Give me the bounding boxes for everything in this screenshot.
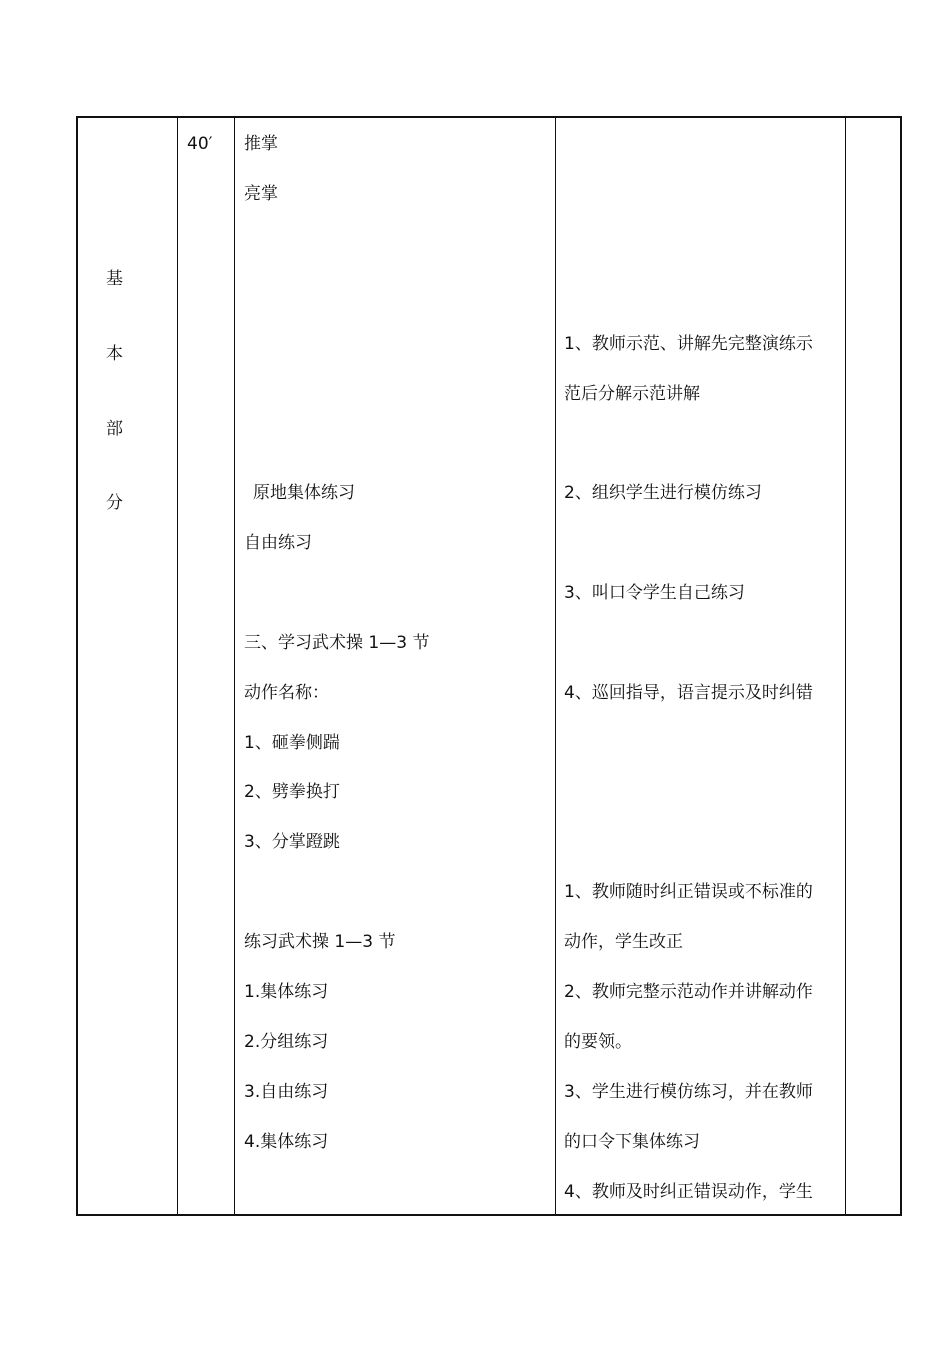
content-line: 2.分组练习 bbox=[244, 1032, 329, 1052]
column-divider-4 bbox=[845, 116, 846, 1216]
content-line: 推掌 bbox=[244, 134, 278, 154]
content-line: 三、学习武术操 1—3 节 bbox=[244, 633, 430, 653]
content-line: 亮掌 bbox=[244, 184, 278, 204]
section-label-char: 基 bbox=[106, 269, 123, 289]
method-line: 3、叫口令学生自己练习 bbox=[564, 583, 745, 603]
content-line: 4.集体练习 bbox=[244, 1132, 329, 1152]
content-line: 1、砸拳侧踹 bbox=[244, 733, 340, 753]
section-label-char: 本 bbox=[106, 344, 123, 364]
method-line: 的口令下集体练习 bbox=[564, 1132, 700, 1152]
content-line: 动作名称： bbox=[244, 683, 329, 703]
content-line: 3、分掌蹬跳 bbox=[244, 832, 340, 852]
content-line: 3.自由练习 bbox=[244, 1082, 329, 1102]
content-line: 原地集体练习 bbox=[253, 483, 355, 503]
section-label-char: 分 bbox=[106, 493, 123, 513]
method-line: 范后分解示范讲解 bbox=[564, 384, 700, 404]
content-line: 自由练习 bbox=[244, 533, 312, 553]
time-value: 40′ bbox=[187, 134, 213, 154]
method-line: 的要领。 bbox=[564, 1032, 632, 1052]
method-line: 3、学生进行模仿练习，并在教师 bbox=[564, 1082, 813, 1102]
section-label-char: 部 bbox=[106, 419, 123, 439]
column-divider-2 bbox=[234, 116, 235, 1216]
content-line: 2、劈拳换打 bbox=[244, 782, 340, 802]
method-line: 4、巡回指导，语言提示及时纠错 bbox=[564, 683, 813, 703]
method-line: 2、教师完整示范动作并讲解动作 bbox=[564, 982, 813, 1002]
content-line: 练习武术操 1—3 节 bbox=[244, 932, 396, 952]
column-divider-1 bbox=[177, 116, 178, 1216]
method-line: 1、教师示范、讲解先完整演练示 bbox=[564, 334, 813, 354]
lesson-table bbox=[76, 116, 902, 1216]
method-line: 4、教师及时纠正错误动作，学生 bbox=[564, 1182, 813, 1202]
column-divider-3 bbox=[555, 116, 556, 1216]
method-line: 2、组织学生进行模仿练习 bbox=[564, 483, 762, 503]
method-line: 1、教师随时纠正错误或不标准的 bbox=[564, 882, 813, 902]
content-line: 1.集体练习 bbox=[244, 982, 329, 1002]
method-line: 动作，学生改正 bbox=[564, 932, 683, 952]
